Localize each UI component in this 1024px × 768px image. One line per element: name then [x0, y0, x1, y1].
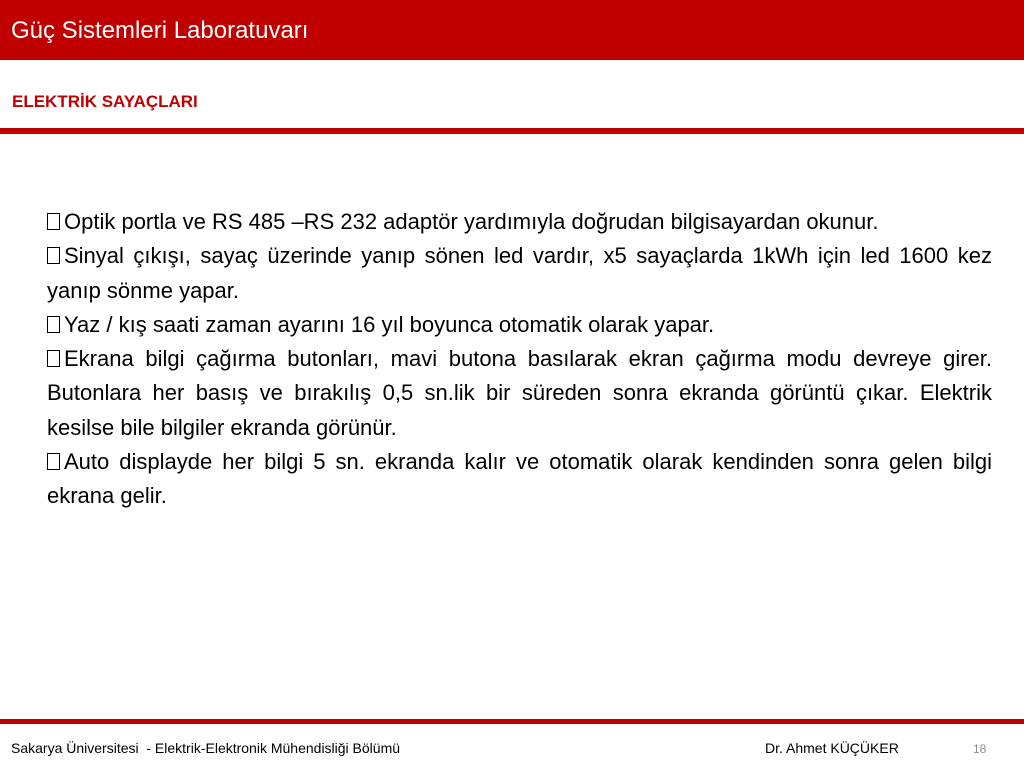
bullet-text: Yaz / kış saati zaman ayarını 16 yıl boyunca otomatik olarak yapar.	[64, 311, 715, 337]
bullet-item	[47, 308, 992, 342]
header-divider	[0, 128, 1024, 134]
bullet-text: Optik portla ve RS 485 –RS 232 adaptör yardımıyla doğrudan bilgisayardan okunur.	[64, 209, 879, 234]
bullet-list	[47, 205, 992, 514]
footer-institution: Sakarya Üniversitesi - Elektrik-Elektronik Mühendisliği Bölümü	[11, 740, 401, 756]
bullet-text: Ekrana bilgi çağırma butonları, mavi butona basılarak ekran çağırma modu devreye girer. Butonlara her basış ve bırakılış 0,5 sn.lik bir süreden sonra ekranda görüntü çıkar. Elektrik kesilse bile bilgiler ekranda görünür.	[47, 346, 992, 440]
bullet-item	[47, 342, 992, 445]
section-title: ELEKTRİK SAYAÇLARI	[12, 92, 198, 111]
missing-glyph-box-icon	[47, 350, 60, 367]
missing-glyph-box-icon	[47, 316, 60, 333]
bullet-item	[47, 239, 992, 308]
header-title: Güç Sistemleri Laboratuvarı	[11, 17, 309, 44]
missing-glyph-box-icon	[47, 213, 60, 230]
bullet-text: Sinyal çıkışı, sayaç üzerinde yanıp sönen led vardır, x5 sayaçlarda 1kWh için led 1600 kez yanıp sönme yapar.	[47, 243, 992, 303]
page-number: 18	[973, 742, 987, 756]
bullet-text: Auto displayde her bilgi 5 sn. ekranda kalır ve otomatik olarak kendinden sonra gelen bilgi ekrana gelir.	[47, 449, 992, 509]
bullet-item	[47, 205, 992, 239]
missing-glyph-box-icon	[47, 247, 60, 264]
bullet-item	[47, 445, 992, 514]
footer-author: Dr. Ahmet KÜÇÜKER	[765, 740, 899, 756]
footer-divider	[0, 719, 1024, 724]
missing-glyph-box-icon	[47, 453, 60, 470]
header-bar	[0, 0, 1024, 60]
